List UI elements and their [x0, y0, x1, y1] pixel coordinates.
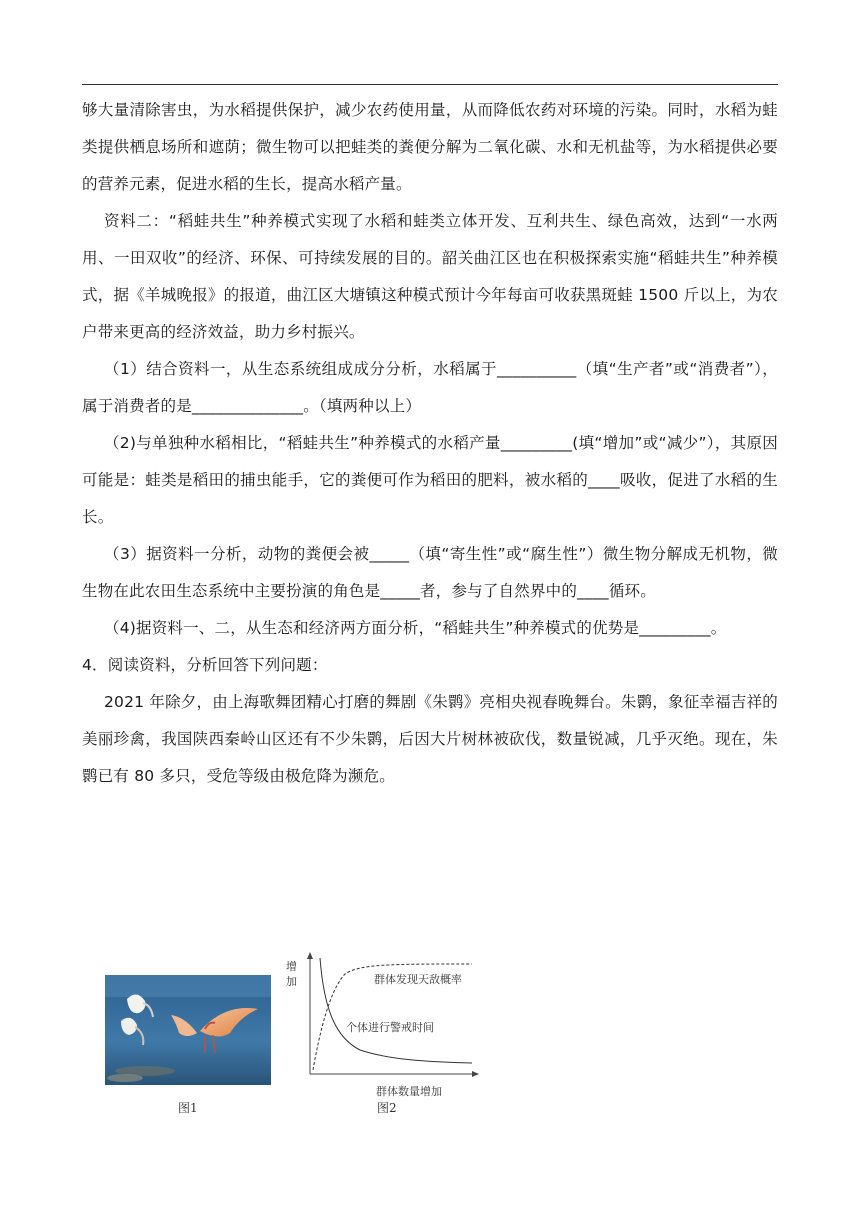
question-2: （2)与单独种水稻相比，“稻蛙共生”种养模式的水稻产量_________(填“增加”或“减少”），其原因可能是：蛙类是稻田的捕虫能手，它的粪便可作为稻田的肥料，被水稻的____吸收，促进了水稻的生长。 [82, 434, 778, 526]
solid-curve-label: 个体进行警戒时间 [346, 1021, 434, 1034]
problem-4-heading: 4．阅读资料，分析回答下列问题： [82, 656, 328, 674]
figure-1-caption: 图1 [178, 1101, 198, 1115]
x-axis-arrow [472, 1071, 479, 1077]
figure-2-caption: 图2 [377, 1101, 397, 1115]
x-axis-label: 群体数量增加 [376, 1085, 442, 1098]
question-3: （3）据资料一分析，动物的粪便会被_____（填“寄生性”或“腐生性”）微生物分解成无机物，微生物在此农田生态系统中主要扮演的角色是_____者，参与了自然界中的____循环。 [82, 545, 778, 600]
paragraph-ibis: 2021 年除夕，由上海歌舞团精心打磨的舞剧《朱鹮》亮相央视春晚舞台。朱鹮，象征幸福吉祥的美丽珍禽，我国陕西秦岭山区还有不少朱鹮，后因大片树林被砍伐，数量锐减，几乎灭绝。现在，朱鹮已有 80 多只，受危等级由极危降为濒危。 [82, 693, 778, 785]
ibis-photo [105, 975, 271, 1085]
paragraph-continuation: 够大量清除害虫，为水稻提供保护，减少农药使用量，从而降低农药对环境的污染。同时，水稻为蛙类提供栖息场所和遮荫；微生物可以把蛙类的粪便分解为二氧化碳、水和无机盐等，为水稻提供必要的营养元素，促进水稻的生长，提高水稻产量。 [82, 101, 778, 193]
figures [100, 950, 500, 1120]
question-1: （1）结合资料一，从生态系统组成成分分析，水稻属于__________（填“生产者”或“消费者”），属于消费者的是______________。（填两种以上） [82, 360, 778, 415]
y-axis-label-2: 加 [286, 975, 297, 988]
question-4: （4)据资料一、二，从生态和经济两方面分析，“稻蛙共生”种养模式的优势是_________。 [104, 619, 727, 637]
document-body [82, 92, 778, 795]
header-rule [82, 84, 778, 85]
paragraph-material-2: 资料二：“稻蛙共生”种养模式实现了水稻和蛙类立体开发、互利共生、绿色高效，达到“一水两用、一田双收”的经济、环保、可持续发展的目的。韶关曲江区也在积极探索实施“稻蛙共生”种养模式，据《羊城晚报》的报道，曲江区大塘镇这种模式预计今年每亩可收获黑斑蛙 1500 斤以上，为农户带来更高的经济效益，助力乡村振兴。 [82, 212, 778, 341]
dashed-curve-label: 群体发现天敌概率 [374, 973, 462, 986]
y-axis-arrow [307, 952, 313, 959]
figure-2-graph [280, 950, 480, 1120]
y-axis-label-1: 增 [286, 960, 297, 973]
